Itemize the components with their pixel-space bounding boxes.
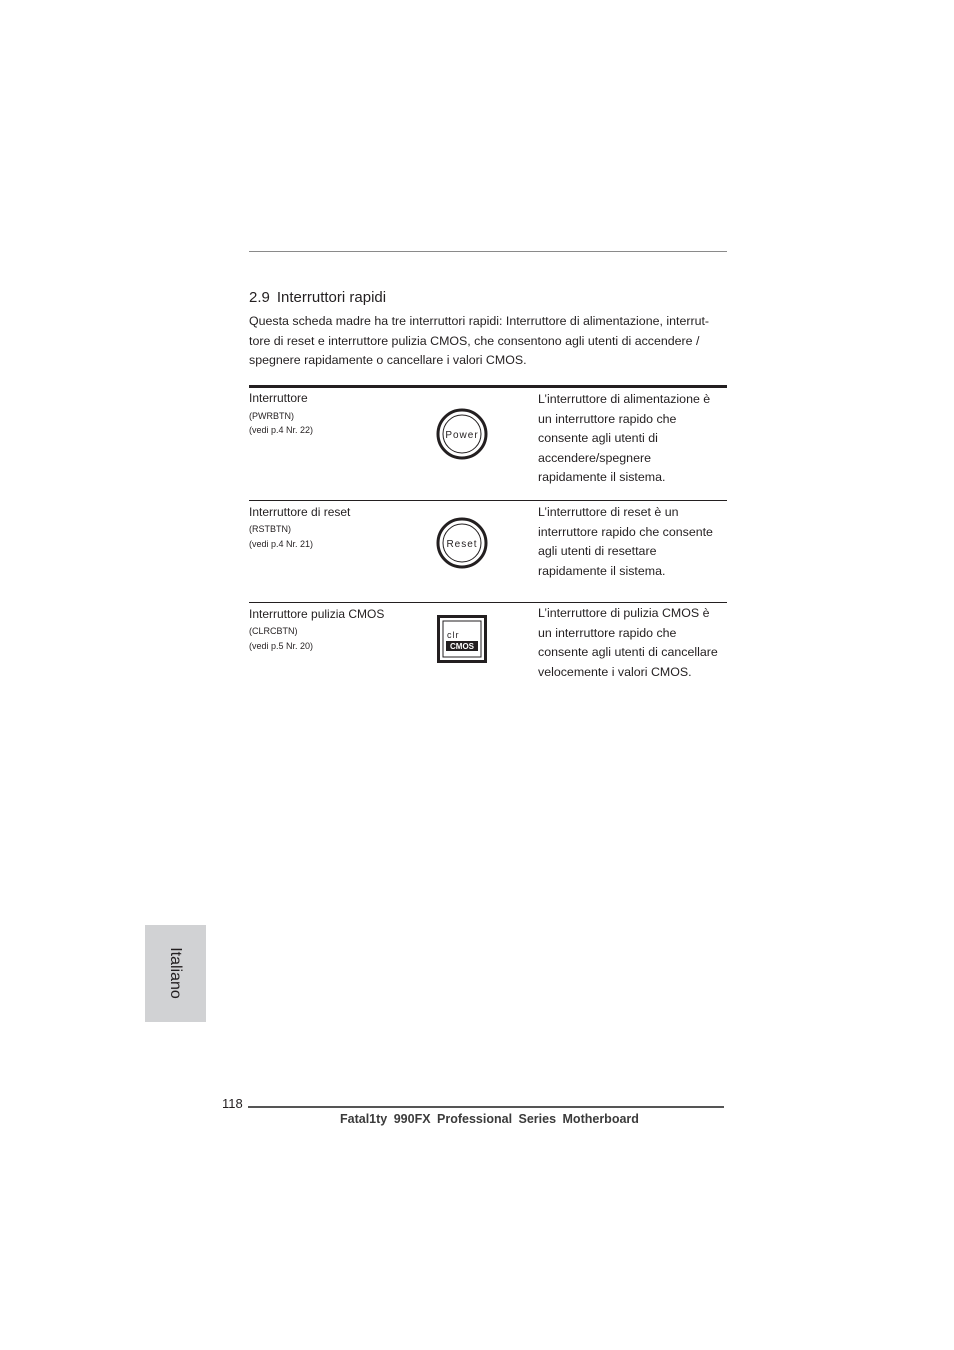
table-top-rule bbox=[249, 385, 727, 388]
cmos-switch-ref: (vedi p.5 Nr. 20) bbox=[249, 641, 314, 651]
header-rule bbox=[249, 251, 727, 252]
section-title-text: Interruttori rapidi bbox=[276, 289, 387, 306]
power-switch-name: Interruttore bbox=[249, 391, 308, 405]
intro-line: tore di reset e interruttore pulizia CMOS, che consentono agli utenti di accendere / bbox=[249, 333, 700, 348]
desc-line: interruttore rapido che consente bbox=[538, 524, 713, 539]
desc-line: accendere/spegnere bbox=[538, 450, 651, 465]
reset-switch-description bbox=[538, 503, 730, 581]
power-icon-label: Power bbox=[445, 430, 479, 441]
desc-line: rapidamente il sistema. bbox=[538, 563, 666, 578]
footer-title: Fatal1ty 990FX Professional Series Motherboard bbox=[340, 1112, 639, 1126]
cmos-switch-code: (CLRCBTN) bbox=[249, 626, 298, 636]
desc-line: un interruttore rapido che bbox=[538, 625, 677, 640]
row-rule bbox=[249, 500, 727, 501]
desc-line: L’interruttore di alimentazione è bbox=[538, 392, 711, 406]
reset-switch-name: Interruttore di reset bbox=[249, 505, 351, 519]
desc-line: un interruttore rapido che bbox=[538, 411, 677, 426]
page-number: 118 bbox=[222, 1096, 243, 1111]
reset-switch-ref: (vedi p.4 Nr. 21) bbox=[249, 539, 314, 549]
clear-cmos-button-icon bbox=[437, 615, 487, 663]
reset-switch-code: (RSTBTN) bbox=[249, 524, 291, 534]
language-label: Italiano bbox=[167, 947, 184, 999]
section-number: 2.9 bbox=[249, 289, 270, 306]
power-switch-ref: (vedi p.4 Nr. 22) bbox=[249, 425, 314, 435]
power-switch-code: (PWRBTN) bbox=[249, 411, 294, 421]
row-rule bbox=[249, 602, 727, 603]
desc-line: consente agli utenti di cancellare bbox=[538, 645, 718, 659]
desc-line: velocemente i valori CMOS. bbox=[538, 664, 692, 679]
intro-line: spegnere rapidamente o cancellare i valori CMOS. bbox=[249, 353, 527, 367]
reset-button-icon bbox=[435, 517, 489, 569]
footer-rule bbox=[248, 1106, 724, 1108]
desc-line: consente agli utenti di bbox=[538, 431, 658, 445]
desc-line: L’interruttore di pulizia CMOS è bbox=[538, 606, 710, 620]
cmos-switch-description bbox=[538, 604, 730, 682]
desc-line: L’interruttore di reset è un bbox=[538, 505, 679, 519]
power-button-icon bbox=[435, 408, 489, 460]
desc-line: agli utenti di resettare bbox=[538, 544, 657, 558]
reset-icon-label: Reset bbox=[446, 539, 478, 550]
cmos-switch-name: Interruttore pulizia CMOS bbox=[249, 607, 385, 621]
cmos-icon-bottom-label: CMOS bbox=[450, 642, 474, 651]
desc-line: rapidamente il sistema. bbox=[538, 470, 666, 484]
intro-line: Questa scheda madre ha tre interruttori rapidi: Interruttore di alimentazione, interrut- bbox=[249, 314, 710, 328]
section-title bbox=[249, 289, 386, 306]
intro-paragraph bbox=[249, 312, 729, 371]
cmos-icon-top-label: clr bbox=[447, 630, 460, 640]
power-switch-description bbox=[538, 390, 730, 488]
